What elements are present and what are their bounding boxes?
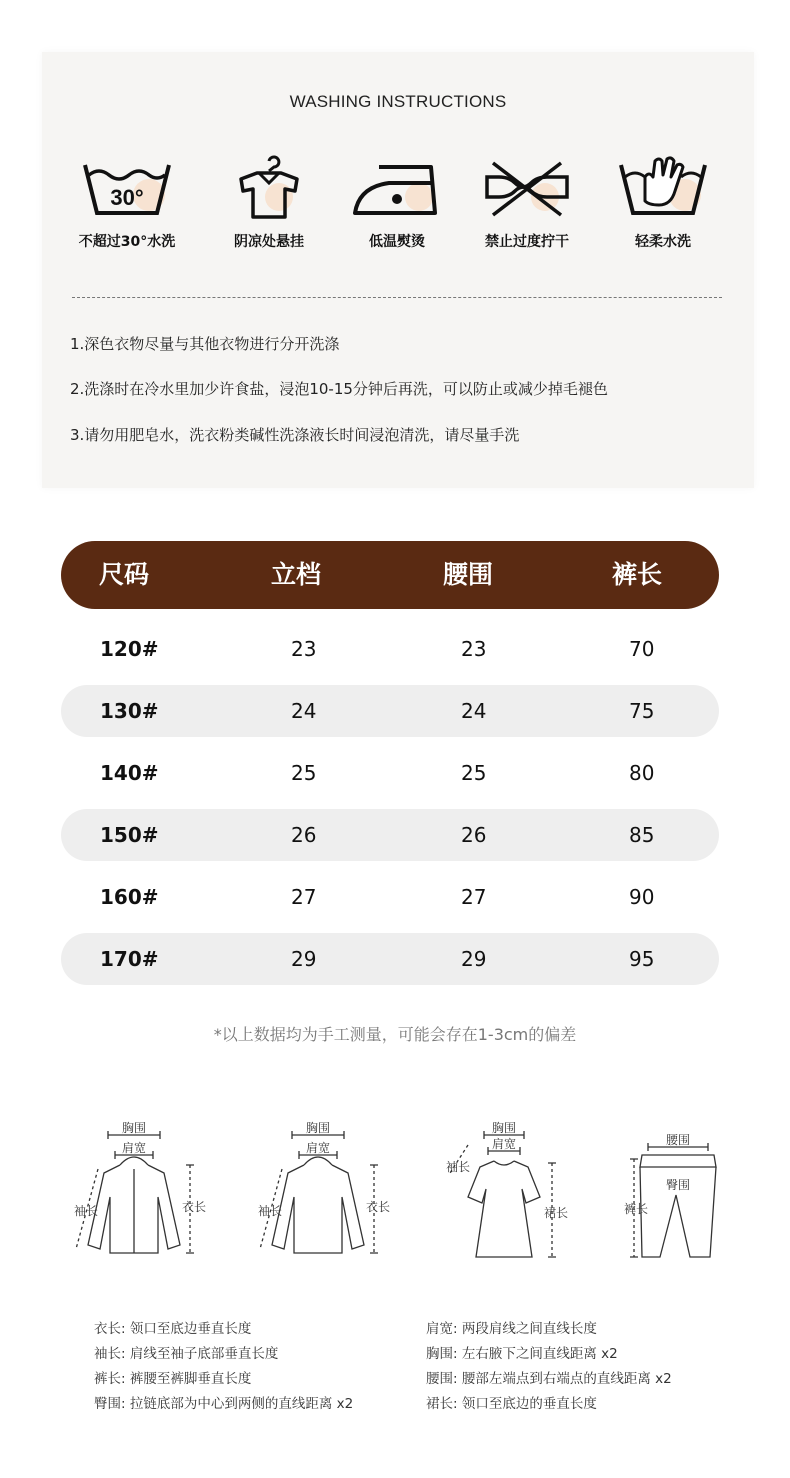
washing-instructions-card [42,52,754,488]
length-cell: 70 [629,637,655,661]
size-table-header [61,541,719,609]
svg-text:肩宽: 肩宽 [121,1141,147,1155]
svg-text:袖长: 袖长 [446,1160,471,1174]
dashed-divider [72,297,722,298]
waist-cell: 29 [461,947,487,971]
legend-item: 腰围: 腰部左端点到右端点的直线距离 x2 [426,1371,672,1387]
svg-text:衣长: 衣长 [182,1200,207,1214]
size-cell: 140# [100,761,159,785]
svg-text:30°: 30° [110,185,144,210]
care-icon-row [42,157,754,277]
legend-item: 袖长: 肩线至袖子底部垂直长度 [94,1346,279,1362]
dress-diagram [440,1121,570,1265]
size-cell: 170# [100,947,159,971]
care-label: 禁止过度拧干 [485,234,569,250]
jacket-diagram [70,1121,207,1265]
table-row [61,623,719,675]
column-header: 立档 [271,560,322,589]
svg-text:腰围: 腰围 [665,1133,691,1147]
rise-cell: 26 [291,823,317,847]
svg-text:臀围: 臀围 [665,1178,691,1192]
pants-diagram [620,1125,730,1265]
rise-cell: 24 [291,699,317,723]
wash-note: 3.请勿用肥皂水，洗衣粉类碱性洗涤液长时间浸泡清洗，请尽量手洗 [70,426,520,444]
waist-cell: 23 [461,637,487,661]
size-cell: 120# [100,637,159,661]
length-cell: 80 [629,761,655,785]
svg-text:胸围: 胸围 [305,1121,331,1135]
size-cell: 150# [100,823,159,847]
hoodie-diagram [254,1121,391,1265]
waist-cell: 26 [461,823,487,847]
length-cell: 95 [629,947,655,971]
table-row [61,685,719,737]
wash-note: 2.洗涤时在冷水里加少许食盐，浸泡10-15分钟后再洗，可以防止或减少掉毛褪色 [70,380,608,398]
care-item-iron [332,157,462,251]
table-row [61,871,719,923]
svg-text:肩宽: 肩宽 [305,1141,331,1155]
care-item-hang [204,157,334,251]
rise-cell: 25 [291,761,317,785]
svg-text:衣长: 衣长 [366,1200,391,1214]
length-cell: 85 [629,823,655,847]
length-cell: 90 [629,885,655,909]
table-row [61,809,719,861]
wash-note: 1.深色衣物尽量与其他衣物进行分开洗涤 [70,335,340,353]
legend-item: 裤长: 裤腰至裤脚垂直长度 [94,1371,252,1387]
hang-dry-shade-icon [229,157,309,221]
care-item-no-wring [462,157,592,251]
care-label: 轻柔水洗 [635,234,691,250]
column-header: 腰围 [443,560,494,589]
waist-cell: 25 [461,761,487,785]
legend-item: 衣长: 领口至底边垂直长度 [94,1321,252,1337]
column-header: 尺码 [99,560,150,589]
measurement-footnote: *以上数据均为手工测量，可能会存在1-3cm的偏差 [213,1025,577,1044]
svg-text:袖长: 袖长 [74,1204,99,1218]
legend-item: 胸围: 左右腋下之间直线距离 x2 [426,1346,618,1362]
legend-item: 裙长: 领口至底边的垂直长度 [426,1396,597,1412]
washing-title: WASHING INSTRUCTIONS [289,92,507,111]
waist-cell: 24 [461,699,487,723]
table-row [61,747,719,799]
svg-text:裙长: 裙长 [544,1206,569,1220]
size-cell: 130# [100,699,159,723]
rise-cell: 29 [291,947,317,971]
svg-text:肩宽: 肩宽 [491,1137,517,1151]
legend-item: 臀围: 拉链底部为中心到两侧的直线距离 x2 [94,1396,354,1412]
svg-text:袖长: 袖长 [258,1204,283,1218]
iron-low-icon [349,157,445,221]
care-label: 低温熨烫 [369,234,425,250]
legend-item: 肩宽: 两段肩线之间直线长度 [426,1321,597,1337]
length-cell: 75 [629,699,655,723]
rise-cell: 23 [291,637,317,661]
svg-text:胸围: 胸围 [121,1121,147,1135]
care-label: 阴凉处悬挂 [234,234,304,250]
rise-cell: 27 [291,885,317,909]
column-header: 裤长 [612,560,663,589]
wash-30-icon [79,157,175,221]
waist-cell: 27 [461,885,487,909]
care-item-wash-30 [62,157,192,251]
size-cell: 160# [100,885,159,909]
care-item-hand-wash [598,157,728,251]
svg-text:裤长: 裤长 [624,1202,649,1216]
no-wring-icon [479,157,575,221]
table-row [61,933,719,985]
care-label: 不超过30°水洗 [78,234,176,250]
hand-wash-icon [615,157,711,221]
svg-text:胸围: 胸围 [491,1121,517,1135]
